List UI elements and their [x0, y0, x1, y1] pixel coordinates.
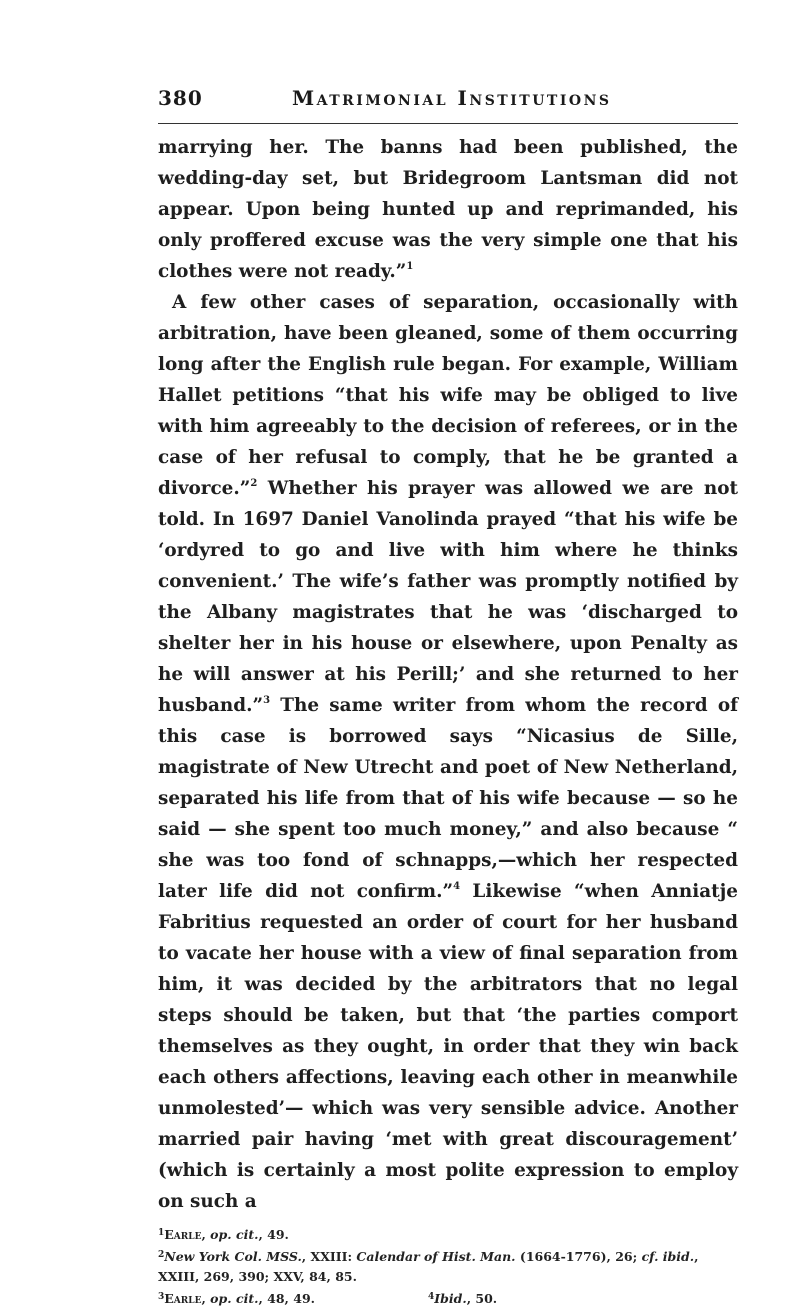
footnote-2: $^2$New York Col. MSS., XXIII: Calendar of Hist. Man. (1664-1776), 26; cf. ibid., XXIII, 269, 390; XXV, 84, 85.: [158, 1249, 699, 1284]
footnote-1: $^1$Earle, op. cit., 49.: [158, 1227, 289, 1242]
footnotes: [158, 1223, 738, 1309]
footnote-ref-3[interactable]: 3: [263, 695, 271, 706]
page-header: [158, 86, 738, 126]
paragraph-1: marrying her. The banns had been published, the wedding-day set, but Bridegroom Lantsman did not appear. Upon being hunted up and reprimanded, his only proffered excuse was the very simple one that his clothes were not ready.”$^1$: [158, 137, 738, 282]
footnote-4: $^4$Ibid., 50.: [428, 1291, 498, 1306]
paragraph-2: A few other cases of separation, occasionally with arbitration, have been gleaned, some of them occurring long after the English rule began. For example, William Hallet petitions “that his wife may be obliged to live with him agreeably to the decision of referees, or in the case of her refusal to comply, that he be granted a divorce.”$^2$ Whether his prayer was allowed we are not told. In 1697 Daniel Vanolinda prayed “that his wife be ‘ordyred to go and live with him where he thinks convenient.’ The wife’s father was promptly notified by the Albany magistrates that he was ‘discharged to shelter her in his house or elsewhere, upon Penalty as he will answer at his Perill;’ and she returned to her husband.”$^3$ The same writer from whom the record of this case is borrowed says “Nicasius de Sille, magistrate of New Utrecht and poet of New Netherland, separated his life from that of his wife because — so he said — she spent too much money,” and also because “ she was too fond of schnapps,—which her respected later life did not confirm.”$^4$ Likewise “when Anniatje Fabritius requested an order of court for her husband to vacate her house with a view of final separation from him, it was decided by the arbitrators that no legal steps should be taken, but that ‘the parties comport themselves as they ought, in order that they win back each others affections, leaving each other in meanwhile unmolested’— which was very sensible advice. Another married pair having ‘met with great discouragement’ (which is certainly a most polite expression to employ on such a: [158, 292, 739, 1212]
page-number: 380: [158, 86, 203, 110]
body-text: [158, 132, 738, 1217]
footnote-3: $^3$Earle, op. cit., 48, 49.: [158, 1291, 316, 1306]
footnote-ref-2[interactable]: 2: [250, 478, 258, 489]
header-rule: [158, 123, 738, 124]
footnote-ref-4[interactable]: 4: [453, 881, 461, 892]
footnote-row-3-4: [158, 1287, 738, 1309]
running-title: Matrimonial Institutions: [292, 86, 612, 110]
book-page: [158, 86, 738, 1309]
footnote-ref-1[interactable]: 1: [406, 261, 414, 272]
